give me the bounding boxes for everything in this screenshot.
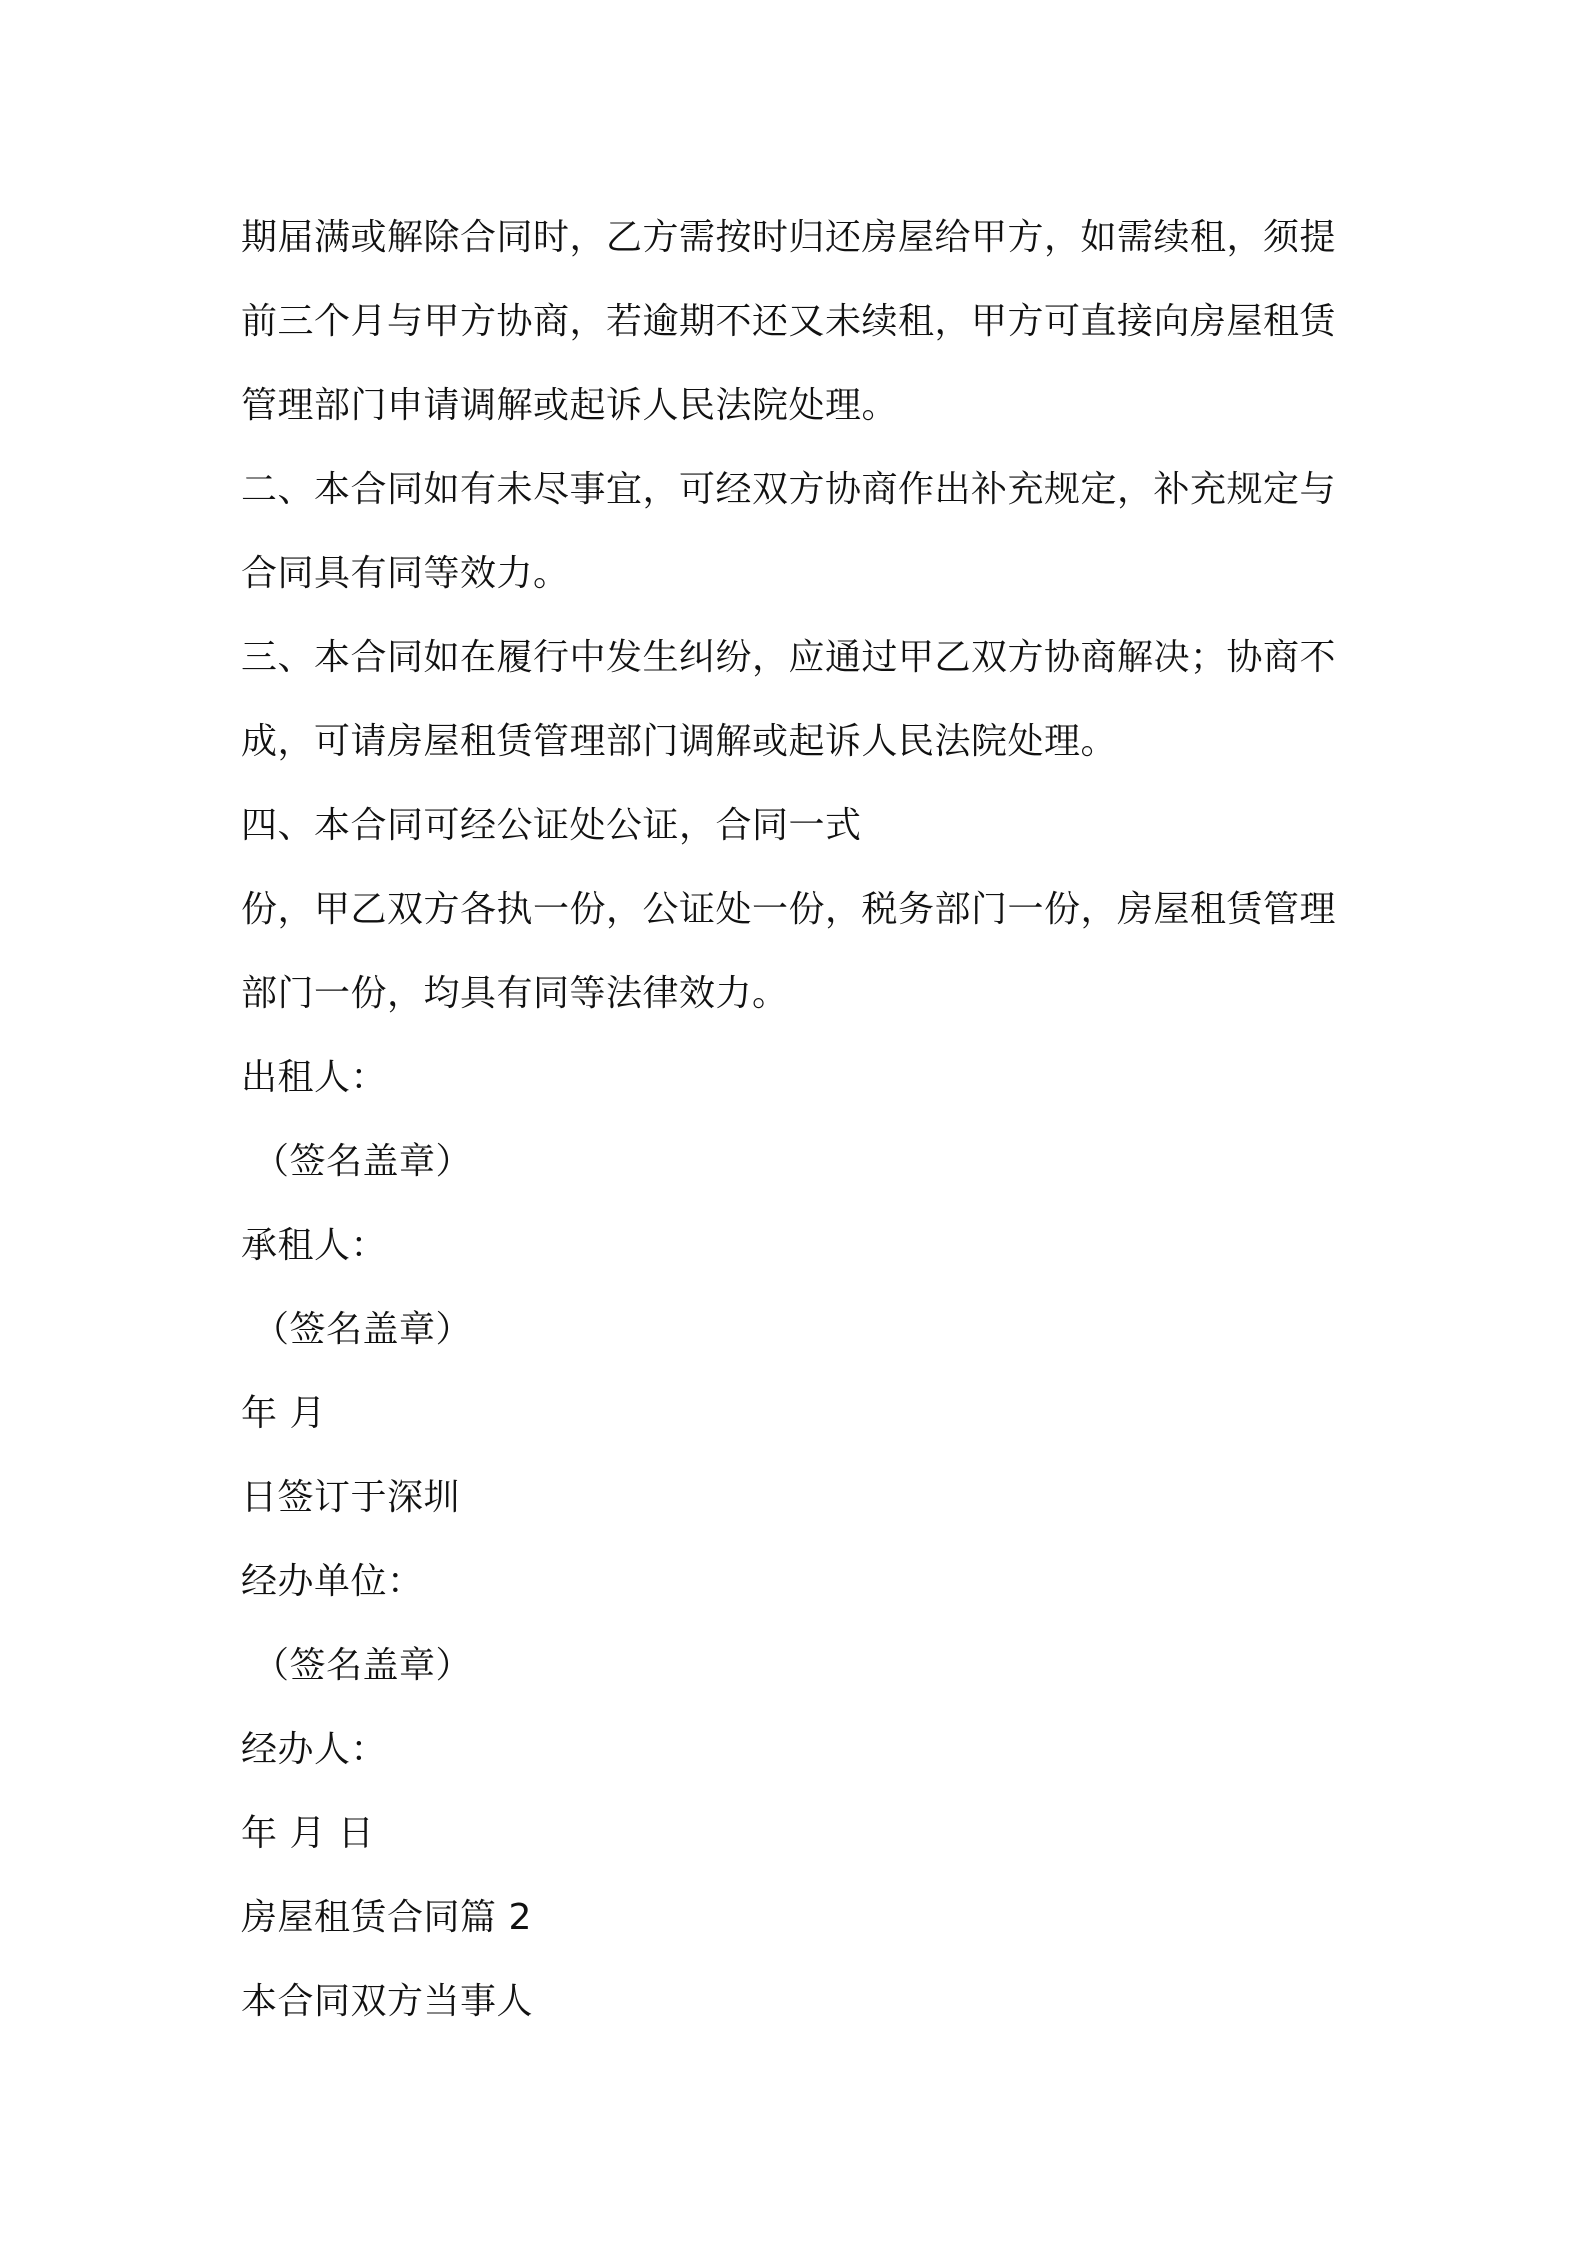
section-title: 房屋租赁合同篇 2 bbox=[241, 1897, 532, 1938]
date-line: 年 月 日 bbox=[241, 1813, 375, 1854]
signing-place-line: 日签订于深圳 bbox=[241, 1477, 461, 1518]
lessor-label: 出租人： bbox=[241, 1057, 388, 1098]
document-body bbox=[241, 196, 1361, 2044]
paragraph-line: 本合同双方当事人 bbox=[241, 1981, 534, 2022]
clause-three-line: 成，可请房屋租赁管理部门调解或起诉人民法院处理。 bbox=[241, 721, 1118, 762]
clause-two-line: 二、本合同如有未尽事宜，可经双方协商作出补充规定，补充规定与 bbox=[241, 469, 1337, 510]
handling-unit-label: 经办单位： bbox=[241, 1561, 424, 1602]
signature-stamp-note: （签名盖章） bbox=[253, 1141, 473, 1182]
paragraph-line: 前三个月与甲方协商，若逾期不还又未续租，甲方可直接向房屋租赁 bbox=[241, 301, 1337, 342]
clause-four-line: 部门一份，均具有同等法律效力。 bbox=[241, 973, 789, 1014]
date-line: 年 月 bbox=[241, 1393, 326, 1434]
signature-stamp-note: （签名盖章） bbox=[253, 1645, 473, 1686]
clause-four-line: 份，甲乙双方各执一份，公证处一份，税务部门一份，房屋租赁管理 bbox=[241, 889, 1337, 930]
paragraph-line: 期届满或解除合同时，乙方需按时归还房屋给甲方，如需续租，须提 bbox=[241, 217, 1337, 258]
clause-four-line: 四、本合同可经公证处公证，合同一式 bbox=[241, 805, 862, 846]
lessee-label: 承租人： bbox=[241, 1225, 388, 1266]
clause-two-line: 合同具有同等效力。 bbox=[241, 553, 570, 594]
paragraph-line: 管理部门申请调解或起诉人民法院处理。 bbox=[241, 385, 899, 426]
clause-three-line: 三、本合同如在履行中发生纠纷，应通过甲乙双方协商解决；协商不 bbox=[241, 637, 1337, 678]
signature-stamp-note: （签名盖章） bbox=[253, 1309, 473, 1350]
handler-label: 经办人： bbox=[241, 1729, 388, 1770]
